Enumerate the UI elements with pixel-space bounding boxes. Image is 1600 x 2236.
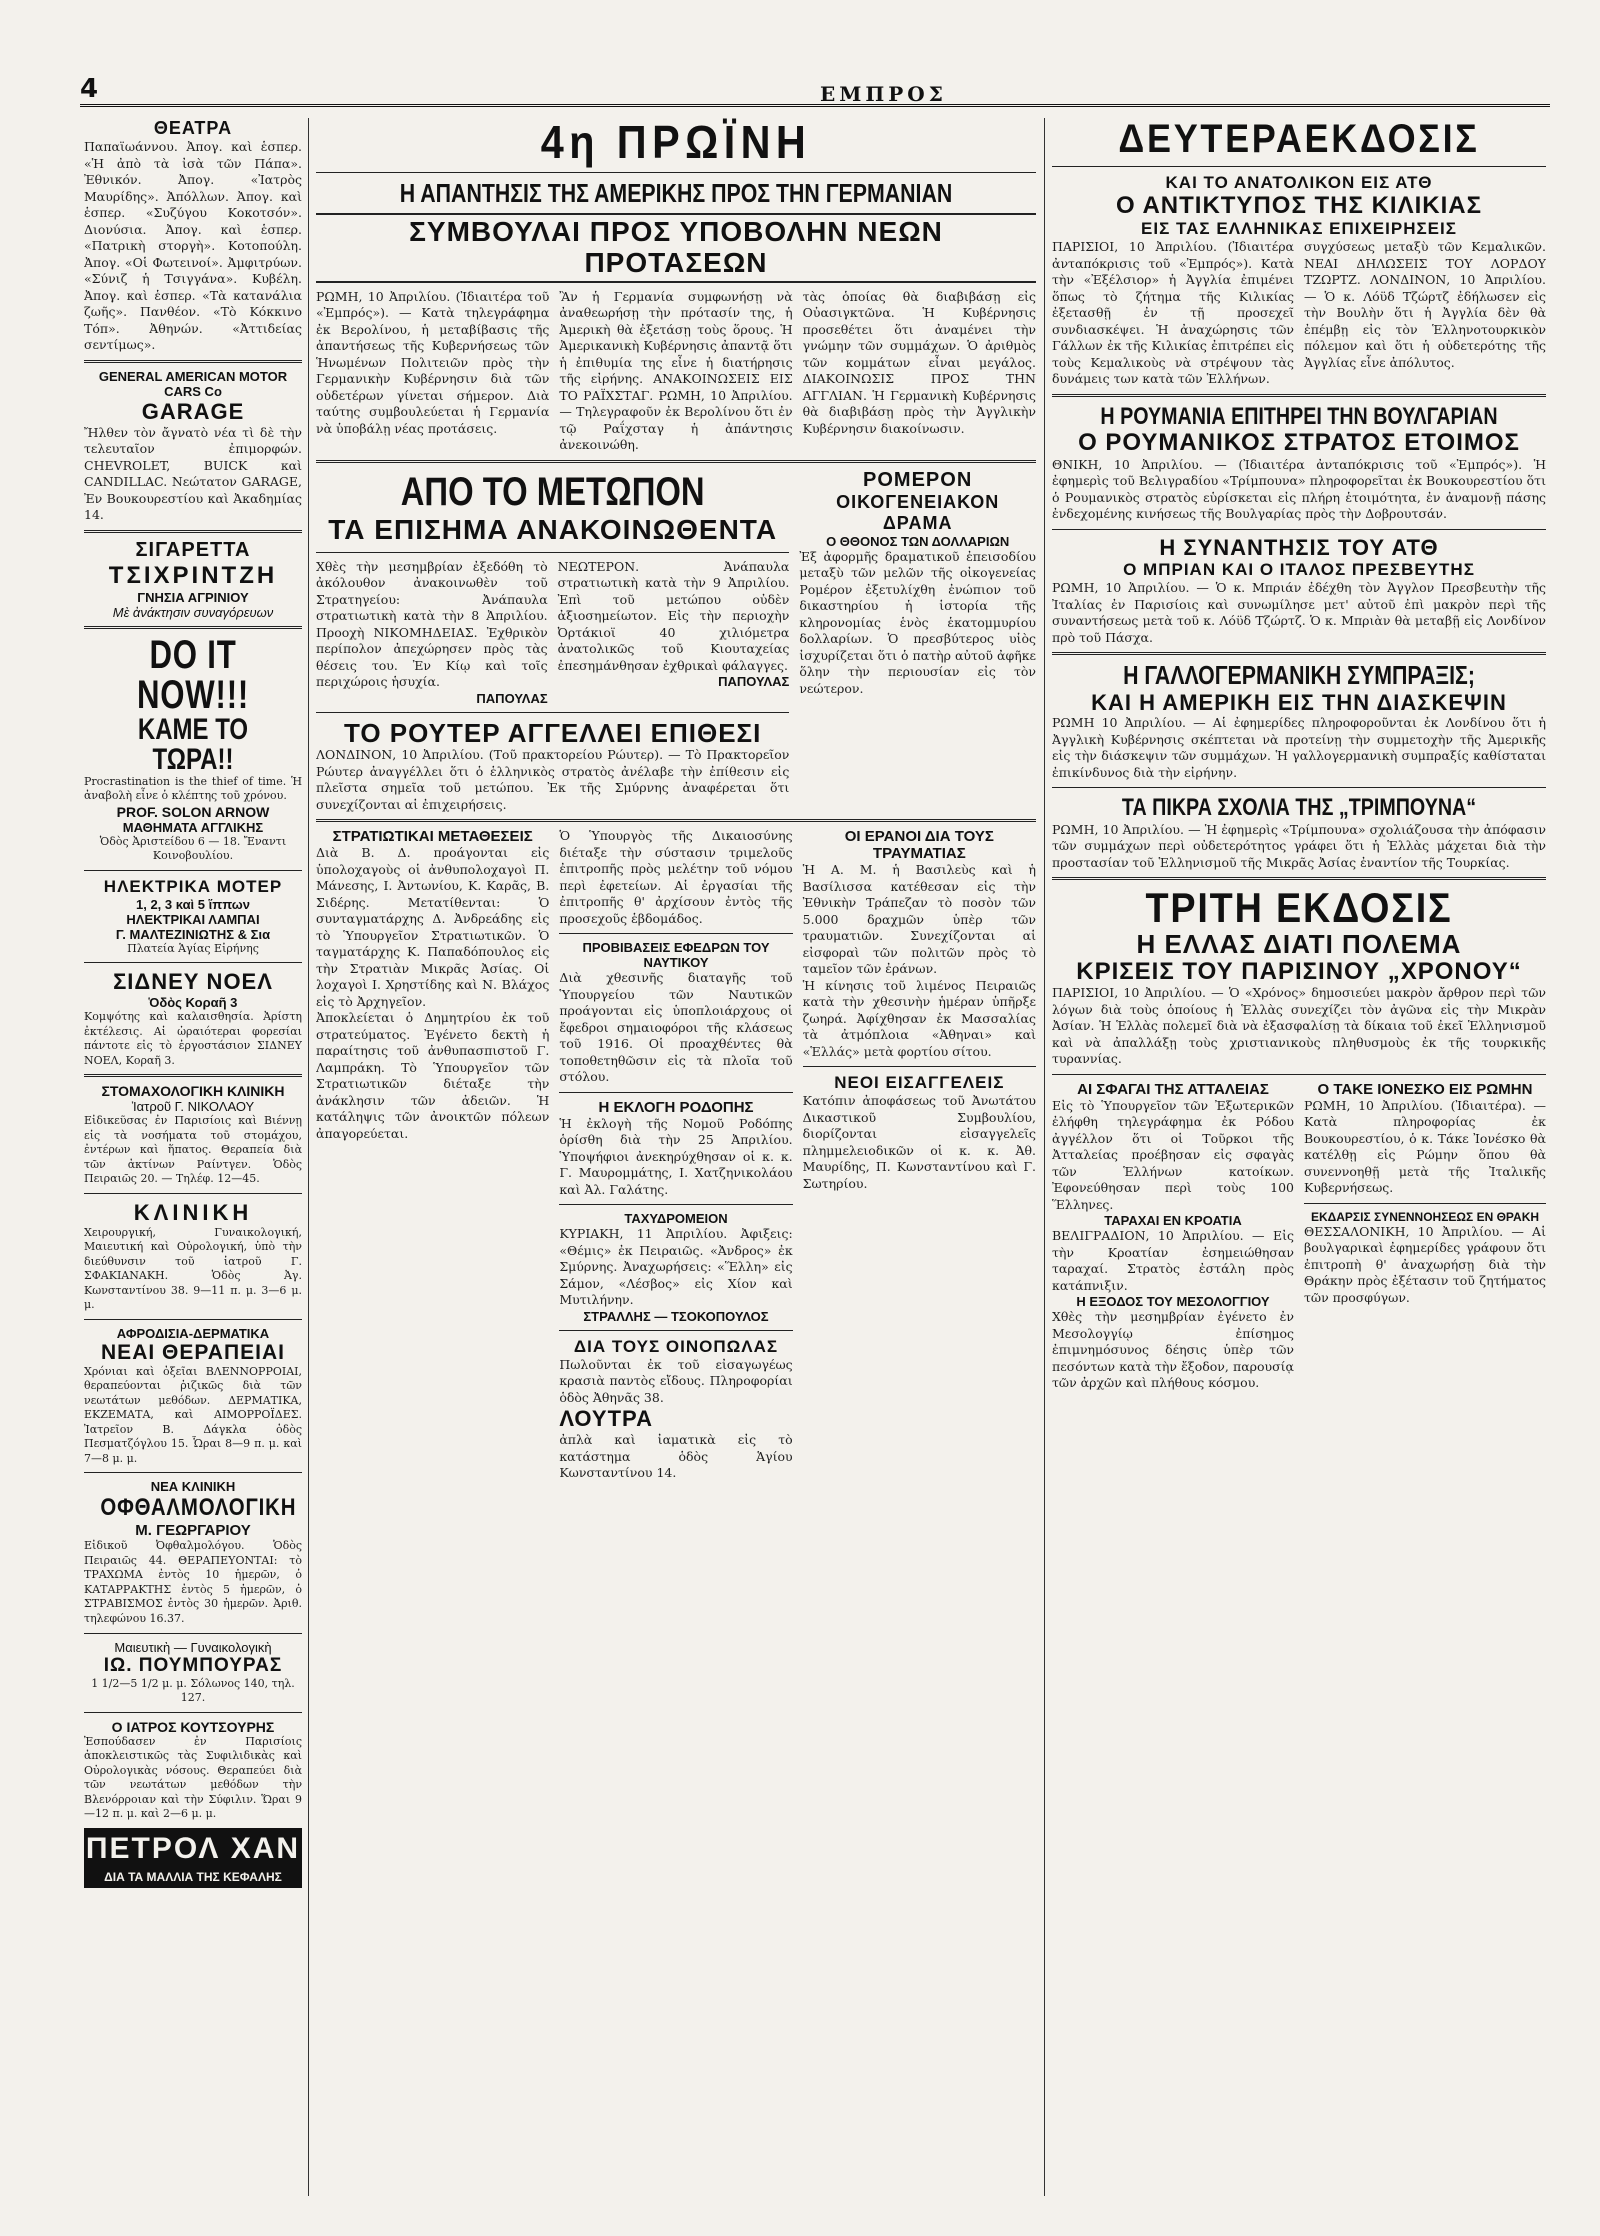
rodopi-text: Ἡ ἐκλογὴ τῆς Νομοῦ Ροδόπης ὁρίσθη διὰ τὴν 25 Ἀπριλίου. Ὑποψήφιοι ἀνεκηρύχθησαν οἱ κ. κ. Γ. Μαυρομμάτης, Ι. Χατζηνικολάου καὶ Ἀλ. Γαλάτης. (559, 1115, 793, 1197)
motors-sub: 1, 2, 3 καὶ 5 ἵππων (136, 896, 250, 912)
article1b-text: συγχύσεως μεταξὺ τῶν Κεμαλικῶν. ΝΕΑΙ ΔΗΛΩΣΕΙΣ ΤΟΥ ΛΟΡΔΟΥ ΤΖΩΡΤΖ. ΛΟΝΔΙΝΟΝ, 10 Ἀπριλίου. — Ὁ κ. Λόϋδ Τζώρτζ ἐδήλωσεν εἰς τὴν Βουλὴν ὅτι ἡ Ἀγγλία δὲν θὰ ἐπέμβῃ εἰς τὸν Ἑλληνοτουρκικὸν πόλεμον καὶ ὅτι ἡ οὐδετερότης τῆς Ἀγγλίας εἶνε ἀπόλυτος. (1304, 239, 1546, 370)
meeting-title: Η ΣΥΝΑΝΤΗΣΙΣ ΤΟΥ ΑΤΘ (1159, 534, 1439, 560)
third-headline: Η ΕΛΛΑΣ ΔΙΑΤΙ ΠΟΛΕΜΑ (1136, 929, 1462, 960)
alliance-title: Η ΓΑΛΛΟΓΕΡΜΑΝΙΚΗ ΣΥΜΠΡΑΞΙΣ; (1123, 660, 1475, 691)
divider (1052, 529, 1546, 530)
post-title: ΤΑΧΥΔΡΟΜΕΙΟΝ (624, 1211, 728, 1227)
derm-big: ΝΕΑΙ ΘΕΡΑΠΕΙΑΙ (101, 1340, 285, 1364)
croatia-title: ΤΑΡΑΧΑΙ ΕΝ ΚΡΟΑΤΙΑ (1104, 1213, 1242, 1229)
divider (559, 933, 792, 934)
cigarette-note: Μὲ ἀνάκτησιν συναγόρευων (112, 604, 274, 620)
bulgarian-text: ΘΕΣΣΑΛΟΝΙΚΗ, 10 Ἀπριλίου. — Αἱ βουλγαρικαὶ ἐφημερίδες γράφουν ὅτι ἐπιτροπὴ θ' ἀναχωρήσῃ διὰ τὴν Θράκην πρὸς ἐξέτασιν τοῦ ζητήματος τῶν προσφύγων. (1304, 1223, 1546, 1305)
front-col-2 (558, 559, 790, 706)
divider (84, 870, 302, 871)
attaleia-title: ΑΙ ΣΦΑΓΑΙ ΤΗΣ ΑΤΤΑΛΕΙΑΣ (1077, 1080, 1269, 1098)
main-subhead: ΣΥΜΒΟΥΛΑΙ ΠΡΟΣ ΥΠΟΒΟΛΗΝ ΝΕΩΝ ΠΡΟΤΑΣΕΩΝ (316, 213, 1036, 283)
lower-col-1 (316, 828, 549, 1482)
garage-intro: GENERAL AMERICAN MOTOR CARS Co (98, 368, 288, 399)
romania-subtitle: Ο ΡΟΥΜΑΝΙΚΟΣ ΣΤΡΑΤΟΣ ΕΤΟΙΜΟΣ (1078, 429, 1520, 457)
clinic2-text: Χειρουργική, Γυναικολογική, Μαιευτική καὶ Οὐρολογική, ὑπὸ τὴν διεύθυνσιν τοῦ ἰατροῦ Γ. ΣΦΑΚΙΑΝΑΚΗ. Ὁδὸς Ἀγ. Κωνσταντίνου 38. 9—11 π. μ. 3—6 μ. μ. (84, 1225, 302, 1312)
wine-text: Πωλοῦνται ἐκ τοῦ εἰσαγωγέως κρασιὰ παντὸς εἴδους. Πληροφορίαι ὁδὸς Ἀθηνᾶς 38. (559, 1356, 793, 1405)
divider (84, 1074, 302, 1077)
page-number: 4 (80, 74, 99, 104)
navy-text: Διὰ χθεσινῆς διαταγῆς τοῦ Ὑπουργείου τῶν Ναυτικῶν προάγονται εἰς ὑποπλοιάρχους οἱ ἔφεδροι σημαιοφόροι τῆς κλάσεως τοῦ 1916. Οἱ προαχθέντες θὰ τοποθετηθῶσιν εἰς τὰ πλοῖα τοῦ στόλου. (559, 970, 793, 1085)
romeron-block (799, 469, 1036, 813)
divider (84, 530, 302, 533)
arnow-sub: ΜΑΘΗΜΑΤΑ ΑΓΓΛΙΚΗΣ (122, 819, 264, 835)
masthead (80, 72, 1550, 112)
romeron-tag: Ο ΘΘΟΝΟΣ ΤΩΝ ΔΟΛΛΑΡΙΩΝ (826, 533, 1010, 549)
middle-section (316, 118, 1036, 2196)
garage-text: Ἤλθεν τὸν ἄγνατὸ νέα τὶ δὲ τὴν τελευταῖον ἐπιμορφών. CHEVROLET, BUICK καὶ CANDILLAC. Νεώτατον GARAGE, Ἐν Βουκουρεστίου καὶ Ἀκαδημίας 14. (84, 424, 302, 522)
koutsouris-title: Ο ΙΑΤΡΟΣ ΚΟΥΤΣΟΥΡΗΣ (111, 1718, 275, 1735)
cigarette-title: ΣΙΓΑΡΕΤΤΑ (135, 538, 251, 561)
divider (1304, 1203, 1546, 1204)
front-columns (316, 559, 789, 706)
cigarette-sub: ΓΝΗΣΙΑ ΑΓΡΙΝΙΟΥ (137, 589, 249, 605)
motors-addr: Πλατεία Ἁγίας Εἰρήνης (127, 941, 259, 955)
post-sign: ΣΤΡΑΛΛΗΣ — ΤΣΟΚΟΠΟΥΛΟΣ (583, 1308, 769, 1324)
article1a-text: ΠΑΡΙΣΙΟΙ, 10 Ἀπριλίου. (Ἰδιαιτέρα ἀνταπόκρισις τοῦ «Ἐμπρός»). Κατὰ τὴν «Ἐξέλσιορ» ἡ Ἀγγλία ἐπιμένει ὅπως τὸ ζήτημα τῆς Κιλικίας ἐξετασθῇ ἐν τῇ προσεχεῖ συνδιασκέψει. Ἡ ἀναχώρησις τῶν Γάλλων ἐκ τῆς Κιλικίας ἐπιτρέπει εἰς τοὺς Κεμαλικοὺς νὰ στρέψουν τὰς δυνάμεις των κατὰ τῶν Ἑλλήνων. (1052, 239, 1294, 387)
eye-doctor: Μ. ΓΕΩΡΓΑΡΙΟΥ (135, 1522, 251, 1540)
petrol-ad-title: ΠΕΤΡΟΛ ΧΑΝ (84, 1828, 302, 1870)
third-subhead: ΚΡΙΣΕΙΣ ΤΟΥ ΠΑΡΙΣΙΝΟΥ „ΧΡΟΝΟΥ“ (1076, 957, 1522, 985)
left-column (84, 118, 302, 2196)
main-headline: Η ΑΠΑΝΤΗΣΙΣ ΤΗΣ ΑΜΕΡΙΚΗΣ ΠΡΟΣ ΤΗΝ ΓΕΡΜΑΝΙΑΝ (399, 178, 953, 209)
wine-title: ΔΙΑ ΤΟΥΣ ΟΙΝΟΠΩΛΑΣ (573, 1336, 779, 1356)
poumpouras-label: Μαιευτικὴ — Γυναικολογικὴ (114, 1639, 272, 1655)
arnow-addr: Ὁδὸς Ἀριστείδου 6 — 18. Ἔναντι Κοινοβουλίου. (99, 834, 287, 863)
judicial-text: Ὁ Ὑπουργὸς τῆς Δικαιοσύνης διέταξε τὴν σύστασιν τριμελοῦς ἐπιτροπῆς πρὸς μελέτην τοῦ νόμου περὶ ἐφετείων. Αἱ ἐργασίαι τῆς ἐπιτροπῆς θ' ἀρχίσουν ἐντὸς τῆς προσεχοῦς ἑβδομάδος. (559, 828, 793, 926)
romi-title: Ο ΤΑΚΕ ΙΟΝΕΣΚΟ ΕΙΣ ΡΩΜΗΝ (1317, 1080, 1533, 1098)
clinic2-title: ΚΛΙΝΙΚΗ (133, 1199, 253, 1225)
alliance-text: ΡΩΜΗ 10 Ἀπριλίου. — Αἱ ἐφημερίδες πληροφοροῦνται ἐκ Λονδίνου ὅτι ἡ Ἀγγλικὴ Κυβέρνησις σκέπτεται νὰ προτείνῃ τὴν συμμετοχὴν τῆς Ἀμερικῆς εἰς τὴν διάσκεψιν τῶν συμμάχων. Ἡ γαλλογερμανικὴ συμπραξίς καθίσταται ἐπικίνδυνος διὰ τὴν εἰρήνην. (1052, 715, 1546, 780)
croatia-text: ΒΕΛΙΓΡΑΔΙΟΝ, 10 Ἀπριλίου. — Εἰς τὴν Κροατίαν ἐσημειώθησαν ταραχαί. Στρατὸς ἐστάλη πρὸς κατάπνιξιν. (1052, 1228, 1294, 1293)
commissioners-text: Κατόπιν ἀποφάσεως τοῦ Ἀνωτάτου Δικαστικοῦ Συμβουλίου, διορίζονται εἰσαγγελεῖς πλημμελειοδικῶν οἱ κ. κ. Ἀθ. Μαυρίδης, Π. Κωνσταντίνου καὶ Γ. Σωτηρίου. (802, 1093, 1036, 1191)
lower-col-2 (559, 828, 792, 1482)
wounded-text: Ἡ Α. Μ. ἡ Βασιλεὺς καὶ ἡ Βασίλισσα κατέθεσαν εἰς τὴν Ἐθνικὴν Τράπεζαν τὸ ποσὸν τῶν 5.000 δραχμῶν ὑπὲρ τῶν τραυματιῶν. Συνεχίζονται αἱ εἰσφοραὶ τῶν πολιτῶν πρὸς τὸ ταμεῖον τῶν ἐράνων. (802, 862, 1036, 977)
headline1-line1: ΚΑΙ ΤΟ ΑΝΑΤΟΛΙΚΟΝ ΕΙΣ ΑΤΘ (1165, 173, 1433, 192)
front-title: ΑΠΟ ΤΟ ΜΕΤΩΠΟΝ (400, 469, 705, 514)
lower-right-col-2 (1304, 1081, 1546, 1392)
article1-columns (1052, 239, 1546, 388)
lower-right-col-1 (1052, 1081, 1294, 1392)
front-col-1 (316, 559, 548, 706)
bulgarian-title: ΕΚΔΑΡΣΙΣ ΣΥΝΕΝΝΟΗΣΕΩΣ ΕΝ ΘΡΑΚΗ (1310, 1209, 1540, 1224)
motors-lamps: ΗΛΕΚΤΡΙΚΑΙ ΛΑΜΠΑΙ (126, 911, 260, 927)
main-article-columns (316, 289, 1036, 454)
transfers-text: Διὰ Β. Δ. προάγονται εἰς ὑπολοχαγοὺς οἱ ἀνθυπολοχαγοὶ Π. Μάνεσης, Ι. Ἀντωνίου, Κ. Καρᾶς, Β. Σιδέρης. Μετατίθενται: Ὁ συνταγματάρχης Δ. Ἀνδρεάδης εἰς τὸ Ὑπουργεῖον Στρατιωτικῶν. Ὁ ταγματάρχης Κ. Παπαδόπουλος εἰς τὴν Στρατιὰν Μικρᾶς Ἀσίας. Οἱ λοχαγοὶ Ι. Χρηστίδης καὶ Ν. Βλάχος εἰς τὸ Ἀρχηγεῖον. (316, 845, 550, 1009)
bitter-title: ΤΑ ΠΙΚΡΑ ΣΧΟΛΙΑ ΤΗΣ „ΤΡΙΜΠΟΥΝΑ“ (1121, 794, 1477, 822)
front-block (316, 469, 789, 813)
romania-title: Η ΡΟΥΜΑΝΙΑ ΕΠΙΤΗΡΕΙ ΤΗΝ ΒΟΥΛΓΑΡΙΑΝ (1100, 402, 1498, 430)
divider (84, 360, 302, 363)
lower-col-3 (803, 828, 1036, 1482)
eye-title: ΟΦΘΑΛΜΟΛΟΓΙΚΗ (100, 1494, 297, 1522)
meeting-subtitle: Ο ΜΠΡΙΑΝ ΚΑΙ Ο ΙΤΑΛΟΣ ΠΡΕΣΒΕΥΤΗΣ (1123, 560, 1475, 580)
second-edition-title: ΔΕΥΤΕΡΑΕΚΔΟΣΙΣ (1118, 118, 1480, 161)
lower-right-columns (1052, 1081, 1546, 1392)
column-divider-1 (308, 118, 309, 2196)
paper-name: ΕΜΠΡΟΣ (820, 82, 947, 106)
clinic1-doctor: Ἰατροῦ Γ. ΝΙΚΟΛΑΟΥ (131, 1099, 255, 1115)
cigarette-brand: ΤΣΙΧΡΙΝΤΖΗ (108, 561, 278, 589)
theatres-title: ΘΕΑΤΡΑ (153, 118, 233, 138)
divider (316, 172, 1036, 173)
divider (84, 1712, 302, 1713)
romi-text: ΡΩΜΗ, 10 Ἀπριλίου. (Ἰδιαιτέρα). — Κατὰ πληροφορίας ἐκ Βουκουρεστίου, ὁ κ. Τάκε Ἰονέσκο θὰ κατέλθῃ εἰς Ρώμην ὅπου θὰ συνεννοηθῇ μετὰ τῆς Ἰταλικῆς Κυβερνήσεως. (1304, 1097, 1546, 1196)
romeron-title: ΡΟΜΕΡΟΝ (863, 468, 973, 491)
motors-seller: Γ. ΜΑΛΤΕΖΙΝΙΩΤΗΣ & Σια (115, 926, 271, 942)
sidney-title: ΣΙΔΝΕΥ ΝΟΕΛ (113, 969, 273, 995)
front-sign-1: ΠΑΠΟΥΛΑΣ (476, 690, 548, 706)
baths-text: ἀπλὰ καὶ ἰαματικὰ εἰς τὸ κατάστημα ὁδὸς Ἁγίου Κωνσταντίνου 14. (559, 1432, 793, 1481)
divider (1052, 166, 1546, 167)
divider (1052, 652, 1546, 655)
divider (559, 1092, 792, 1093)
attaleia-text: Εἰς τὸ Ὑπουργεῖον τῶν Ἐξωτερικῶν ἐλήφθη τηλεγράφημα ἐκ Ρόδου ἀγγέλλον ὅτι οἱ Τοῦρκοι τῆς Ἀτταλείας προέβησαν εἰς σφαγὰς τῶν Ἑλλήνων κατοίκων. Ἐφονεύθησαν περὶ τοὺς 100 Ἕλληνες. (1052, 1097, 1294, 1212)
front-text-1: Χθὲς τὴν μεσημβρίαν ἐξεδόθη τὸ ἀκόλουθον ἀνακοινωθὲν τοῦ Στρατηγείου: Ἀνάπαυλα στρατιωτικὴ κατὰ τὴν 8 Ἀπριλίου. Προοχὴ ΝΙΚΟΜΗΔΕΙΑΣ. Ἐχθρικὸν περίπολον ἀπεχώρησεν πρὸς τὰς θέσεις του. Ἐν Κίῳ καὶ τοῖς περιχώροις ἡσυχία. (316, 558, 548, 690)
do-it-now-ad: DO IT NOW!!! (136, 632, 250, 717)
petrol-ad-sub: ΔΙΑ ΤΑ ΜΑΛΛΙΑ ΤΗΣ ΚΕΦΑΛΗΣ (84, 1870, 302, 1888)
divider (803, 1066, 1036, 1067)
bitter-text: ΡΩΜΗ, 10 Ἀπριλίου. — Ἡ ἐφημερὶς «Τρίμπουνα» σχολιάζουσα τὴν ἀπόφασιν τῶν συμμάχων περὶ οὐδετερότητος γράφει ὅτι ἡ Ἑλλὰς μάχεται διὰ τὴν προστασίαν τοῦ Ἑλληνισμοῦ τῆς Μικρᾶς Ἀσίας ἐναντίον τῆς Τουρκίας. (1052, 821, 1546, 870)
alliance-subtitle: ΚΑΙ Η ΑΜΕΡΙΚΗ ΕΙΣ ΤΗΝ ΔΙΑΣΚΕΨΙΝ (1091, 689, 1507, 715)
mesolonghi-title: Η ΕΞΟΔΟΣ ΤΟΥ ΜΕΣΟΛΟΓΓΙΟΥ (1076, 1294, 1270, 1310)
divider (1052, 394, 1546, 397)
post-text: ΚΥΡΙΑΚΗ, 11 Ἀπριλίου. Ἀφιξεις: «Θέμις» ἐκ Πειραιῶς. «Ἀνδρος» ἐκ Σμύρνης. Ἀναχωρήσεις: «Ἕλλη» εἰς Σάμον, «Λέσβος» εἰς Χίον καὶ Μυτιλήνην. (559, 1226, 793, 1308)
eye-text: Εἰδικοῦ Ὀφθαλμολόγου. Ὁδὸς Πειραιῶς 44. ΘΕΡΑΠΕΥΟΝΤΑΙ: τὸ ΤΡΑΧΩΜΑ ἐντὸς 10 ἡμερῶν, ὁ ΚΑΤΑΡΡΑΚΤΗΣ ἐντὸς 5 ἡμερῶν, ὁ ΣΤΡΑΒΙΣΜΟΣ ἐντὸς 30 ἡμερῶν. Ἀριθ. τηλεφώνου 16.37. (84, 1539, 302, 1625)
divider (84, 1633, 302, 1634)
transfers-text-2: Ἀποκλείεται ὁ Δημητρίου ἐκ τοῦ στρατεύματος. Ἐγένετο δεκτὴ ἡ παραίτησις τοῦ ἀνθυπασπιστοῦ Γ. Λαμπράκη. Τὸ Ὑπουργεῖον τῶν Στρατιωτικῶν διέταξε τὴν ἀνάκλησιν τῶν ἀδειῶν. Ἡ κατάληψις τῶν ἀνοικτῶν πόλεων ἀπαγορεύεται. (316, 1010, 550, 1141)
column-divider-2 (1044, 118, 1045, 2196)
rodopi-title: Η ΕΚΛΟΓΗ ΡΟΔΟΠΗΣ (598, 1098, 754, 1116)
divider (84, 1319, 302, 1320)
edition-title: 4η ΠΡΩΪΝΗ (540, 118, 812, 168)
lower-middle (316, 828, 1036, 1482)
divider (316, 712, 789, 713)
mesolonghi-text: Χθὲς τὴν μεσημβρίαν ἐγένετο ἐν Μεσολογγίῳ ἐπίσημος ἐπιμνημόσυνος δέησις ὑπὲρ τῶν πεσόντων κατὰ τὴν ἔξοδον, παρουσίᾳ τῶν ἀρχῶν καὶ πλήθους κόσμου. (1052, 1309, 1294, 1391)
front-sign-2: ΠΑΠΟΥΛΑΣ (718, 674, 790, 690)
arnow-name: PROF. SOLON ARNOW (116, 803, 270, 820)
baths-title: ΛΟΥΤΡΑ (559, 1406, 653, 1432)
article-part-2: Ἂν ἡ Γερμανία συμφωνήσῃ νὰ ἀναθεωρήσῃ τὴν πρότασίν της, ἡ Ἀμερικὴ θὰ ἐξετάσῃ τοὺς ὅρους. Ἡ Ἀμερικανικὴ Κυβέρνησις ἀπαντᾷ ὅτι ἡ ἐπιθυμία της εἶνε ἡ διατήρησις τῆς εἰρήνης. ΑΝΑΚΟΙΝΩΣΕΙΣ ΕΙΣ ΤΟ ΡΑΪΧΣΤΑΓ. ΡΩΜΗ, 10 Ἀπριλίου. — Τηλεγραφοῦν ἐκ Βερολίνου ὅτι ἐν τῷ Ραΐχσταγ ἡ ἀπάντησις ἀνεκοινώθη. (559, 288, 793, 453)
divider (559, 1330, 792, 1331)
third-text: ΠΑΡΙΣΙΟΙ, 10 Ἀπριλίου. — Ὁ «Χρόνος» δημοσιεύει μακρὸν ἄρθρον περὶ τῶν λόγων διὰ τοὺς ὁποίους ἡ Ἑλλὰς συνεχίζει τὸν ἀγῶνα εἰς τὴν Μικρὰν Ἀσίαν. Ἡ Ἑλλὰς πολεμεῖ διὰ νὰ ἐξασφαλίσῃ τὰ δίκαια τοῦ ἐκεῖ Ἑλληνισμοῦ καὶ νὰ ἀπαλλάξῃ τοὺς χριστιανικοὺς πληθυσμοὺς ἐκ τῆς τουρκικῆς τυραννίας. (1052, 985, 1546, 1067)
sidney-addr: Ὁδὸς Κοραῆ 3 (148, 995, 238, 1011)
romeron-subtitle: ΟΙΚΟΓΕΝΕΙΑΚΟΝ ΔΡΑΜΑ (836, 491, 1000, 533)
divider (316, 552, 789, 553)
article-part-3: τὰς ὁποίας θὰ διαβιβάσῃ εἰς Οὐασιγκτῶνα. Ἡ Κυβέρνησις προσεθέτει ὅτι ἀναμένει τὴν γνώμην τῶν συμμάχων. Ὁ ἀριθμὸς τῶν κομμάτων εἶναι μεγάλος. ΔΙΑΚΟΙΝΩΣΙΣ ΠΡΟΣ ΤΗΝ ΑΓΓΛΙΑΝ. Ἡ Γερμανικὴ Κυβέρνησις θὰ διαβιβάσῃ πρὸς τὴν Ἀγγλικὴν Κυβέρνησιν διακοίνωσιν. (802, 288, 1036, 436)
derm-text: Χρόνιαι καὶ ὀξεῖαι ΒΛΕΝΝΟΡΡΟΙΑΙ, θεραπεύονται ῥιζικῶς διὰ τῶν νεωτάτων μεθόδων. ΔΕΡΜΑΤΙΚΑ, ΕΚΖΕΜΑΤΑ, καὶ ΑΙΜΟΡΡΟΪΔΕΣ. Ἰατρεῖον Β. Δάγκλα ὁδὸς Πεσματζόγλου 15. Ὧραι 8—9 π. μ. καὶ 7—8 μ. μ. (84, 1364, 302, 1465)
divider (559, 1204, 792, 1205)
kame-to-tora-ad: ΚΑΜΕ ΤΟ ΤΩΡΑ!! (137, 712, 249, 776)
front-text-2: ΝΕΩΤΕΡΟΝ. Ἀνάπαυλα στρατιωτικὴ κατὰ τὴν 9 Ἀπριλίου. Ἐπὶ τοῦ μετώπου οὐδὲν ἀξιοσημείωτον. Εἰς τὴν περιοχὴν Ὀρτάκιοϊ 40 χιλιόμετρα ἀνατολικῶς τοῦ Κιουταχείας ἐπεσημάνθησαν ἐχθρικαὶ φάλαγγες. (557, 558, 790, 673)
divider (84, 962, 302, 963)
reuter-title: ΤΟ ΡΟΥΤΕΡ ΑΓΓΕΛΛΕΙ ΕΠΙΘΕΣΙ (343, 717, 762, 748)
clinic1-title: ΣΤΟΜΑΧΟΛΟΓΙΚΗ ΚΛΙΝΙΚΗ (101, 1083, 285, 1100)
poumpouras-name: ΙΩ. ΠΟΥΜΠΟΥΡΑΣ (103, 1654, 283, 1676)
meeting-text: ΡΩΜΗ, 10 Ἀπριλίου. — Ὁ κ. Μπριάν ἐδέχθη τὸν Ἀγγλον Πρεσβευτὴν τῆς Ἰταλίας ἐν Παρισίοις καὶ συνωμίλησε μετ' αὐτοῦ ἐπὶ μακρὸν περὶ τῆς συναντήσεως μετὰ τοῦ κ. Λόϋδ Τζώρτζ. Ὁ κ. Μπριὰν θὰ μεταβῇ εἰς Λονδίνον πρὸ τοῦ Πάσχα. (1052, 580, 1546, 645)
third-edition-title: ΤΡΙΤΗ ΕΚΔΟΣΙΣ (1145, 884, 1453, 932)
wounded-title: ΟΙ ΕΡΑΝΟΙ ΔΙΑ ΤΟΥΣ ΤΡΑΥΜΑΤΙΑΣ (844, 828, 994, 863)
divider (1052, 1074, 1546, 1075)
headline1-line2: Ο ΑΝΤΙΚΤΥΠΟΣ ΤΗΣ ΚΙΛΙΚΙΑΣ (1116, 192, 1482, 219)
reuter-text: ΛΟΝΔΙΝΟΝ, 10 Ἀπριλίου. (Τοῦ πρακτορείου Ρώυτερ). — Τὸ Πρακτορεῖον Ρώυτερ ἀναγγέλλει ὅτι ὁ ἑλληνικὸς στρατὸς ἀνέλαβε τὴν ἐπίθεσιν εἰς πλεῖστα σημεῖα τοῦ μετώπου. Ἐκ τῆς Σμύρνης ἀναφέρεται ὅτι συνεχίζονται αἱ ἐπιχειρήσεις. (316, 747, 790, 812)
clinic1-text: Εἰδικεῦσας ἐν Παρισίοις καὶ Βιέννῃ εἰς τὰ νοσήματα τοῦ στομάχου, ἐντέρων καὶ ἥπατος. Θεραπεία διὰ τῶν ἀκτίνων Ραίντγεν. Ὁδὸς Πειραιῶς 20. — Τηλέφ. 12—45. (84, 1114, 302, 1186)
motors-title: ΗΛΕΚΤΡΙΚΑ ΜΟΤΕΡ (103, 876, 283, 896)
headline1-line3: ΕΙΣ ΤΑΣ ΕΛΛΗΝΙΚΑΣ ΕΠΙΧΕΙΡΗΣΕΙΣ (1141, 219, 1457, 239)
koutsouris-text: Ἐσπούδασεν ἐν Παρισίοις ἀποκλειστικῶς τὰς Συφιλιδικὰς καὶ Οὐρολογικὰς νόσους. Θεραπεύει διὰ τῶν νεωτάτων μεθόδων τὴν Βλενόρροιαν καὶ τὴν Σύφιλιν. Ὥραι 9—12 π. μ. καὶ 2—6 μ. μ. (84, 1734, 302, 1821)
sidney-text: Κομψότης καὶ καλαισθησία. Ἀρίστη ἐκτέλεσις. Αἱ ὡραιότεραι φορεσίαι πάντοτε εἰς τὸ ἐργοστάσιον ΣΙΔΝΕΥ ΝΟΕΛ, Κοραῆ 3. (84, 1010, 302, 1067)
divider (1052, 877, 1546, 880)
poumpouras-hours: 1 1/2—5 1/2 μ. μ. Σόλωνος 140, τηλ. 127. (91, 1676, 295, 1705)
transfers-title: ΣΤΡΑΤΙΩΤΙΚΑΙ ΜΕΤΑΘΕΣΕΙΣ (332, 828, 533, 846)
romania-text: ΘΝΙΚΗ, 10 Ἀπριλίου. — (Ἰδιαιτέρα ἀνταπόκρισις τοῦ «Ἐμπρός»). Ἡ ἐφημερὶς τοῦ Βελιγραδίου «Τρίμπουνα» πληροφορεῖται ἐκ Βουκουρεστίου ὅτι ὁ Ρουμανικὸς στρατὸς εὑρίσκεται εἰς πλήρη ἑτοιμότητα, ἐν ἀναμονῇ πάσης ἐνδεχομένης κινήσεως τῆς Βουλγαρίας πρὸς τὴν Δοβρουτσάν. (1052, 456, 1546, 522)
divider (84, 1472, 302, 1473)
divider (316, 460, 1036, 463)
divider (316, 819, 1036, 822)
arnow-text: Procrastination is the thief of time. Ἡ ἀναβολὴ εἶνε ὁ κλέπτης τοῦ χρόνου. (84, 774, 302, 803)
divider (84, 626, 302, 629)
commissioners-title: ΝΕΟΙ ΕΙΣΑΓΓΕΛΕΙΣ (834, 1073, 1005, 1093)
eye-label: ΝΕΑ ΚΛΙΝΙΚΗ (150, 1479, 236, 1495)
derm-title: ΑΦΡΟΔΙΣΙΑ-ΔΕΡΜΑΤΙΚΑ (116, 1325, 270, 1341)
article-part-1: ΡΩΜΗ, 10 Ἀπριλίου. (Ἰδιαιτέρα τοῦ «Ἐμπρός»). — Κατὰ τηλεγράφημα ἐκ Βερολίνου, ἡ μεταβίβασις τῆς ἀπαντήσεως τῆς Κυβερνήσεως τῶν Ἡνωμένων Πολιτειῶν πρὸς τὴν Γερμανικὴν Κυβέρνησιν διὰ τῶν οὐδετέρων γίνεται σήμερον. Διὰ ταύτης συμβουλεύεται ἡ Γερμανία νὰ ὑποβάλῃ νέας προτάσεις. (316, 288, 550, 436)
masthead-rule (80, 104, 1550, 107)
romeron-text: Ἐξ ἀφορμῆς δραματικοῦ ἐπεισοδίου μεταξὺ τῶν μελῶν τῆς οἰκογενείας Ρομέρον ἐξετυλίχθη ἐνώπιον τοῦ δικαστηρίου ἡ ἱστορία τῆς κληρονομίας ἑνὸς ἑκατομμυρίου δολλαρίων. Ὁ πρεσβύτερος υἱὸς ἰσχυρίζεται ὅτι ὁ πατὴρ αὐτοῦ ἀφῆκε ὅλην τὴν περιουσίαν εἰς τὸν νεώτερον. (799, 548, 1036, 696)
theatres-text: Παπαϊωάννου. Ἀπογ. καὶ ἑσπερ. «Ἡ ἀπὸ τὰ ἰσὰ τῶν Πάπα». Ἐθνικόν. Ἀπογ. «Ἰατρὸς Μαυρίδης». Ἀπόλλων. Ἀπογ. καὶ ἑσπερ. «Συζύγου Κοκοτσόν». Διονύσια. Ἀπογ. καὶ ἑσπερ. «Πατρικὴ στοργὴ». Κοτοπούλη. Ἀπογ. «Οἱ Φωτεινοί». Ἀμφιτρύων. «Σύνιζ ἡ Τσιγγάνα». Κυβέλη. Ἀπογ. καὶ ἑσπερ. «Τὰ κατανάλια ζωῆς». Πανθέον. «Τὸ Κόκκινο Τόπ». Ἀθηνών. «Ἀττιδείας σεντίμως». (84, 139, 302, 352)
divider (84, 1193, 302, 1194)
right-column (1052, 118, 1546, 2196)
shipping-text: Ἡ κίνησις τοῦ λιμένος Πειραιῶς κατὰ τὴν χθεσινὴν ἡμέραν ὑπῆρξε ζωηρά. Ἀφίχθησαν ἐκ Μασσαλίας τὰ ἀτμόπλοια «Ἀθηναι» καὶ «Ἑλλάς» μετὰ φορτίου σίτου. (802, 977, 1036, 1059)
front-subtitle: ΤΑ ΕΠΙΣΗΜΑ ΑΝΑΚΟΙΝΩΘΕΝΤΑ (328, 513, 778, 545)
divider (1052, 787, 1546, 788)
navy-title: ΠΡΟΒΙΒΑΣΕΙΣ ΕΦΕΔΡΩΝ ΤΟΥ ΝΑΥΤΙΚΟΥ (582, 940, 770, 971)
front-section (316, 469, 1036, 813)
garage-title: GARAGE (141, 398, 245, 424)
